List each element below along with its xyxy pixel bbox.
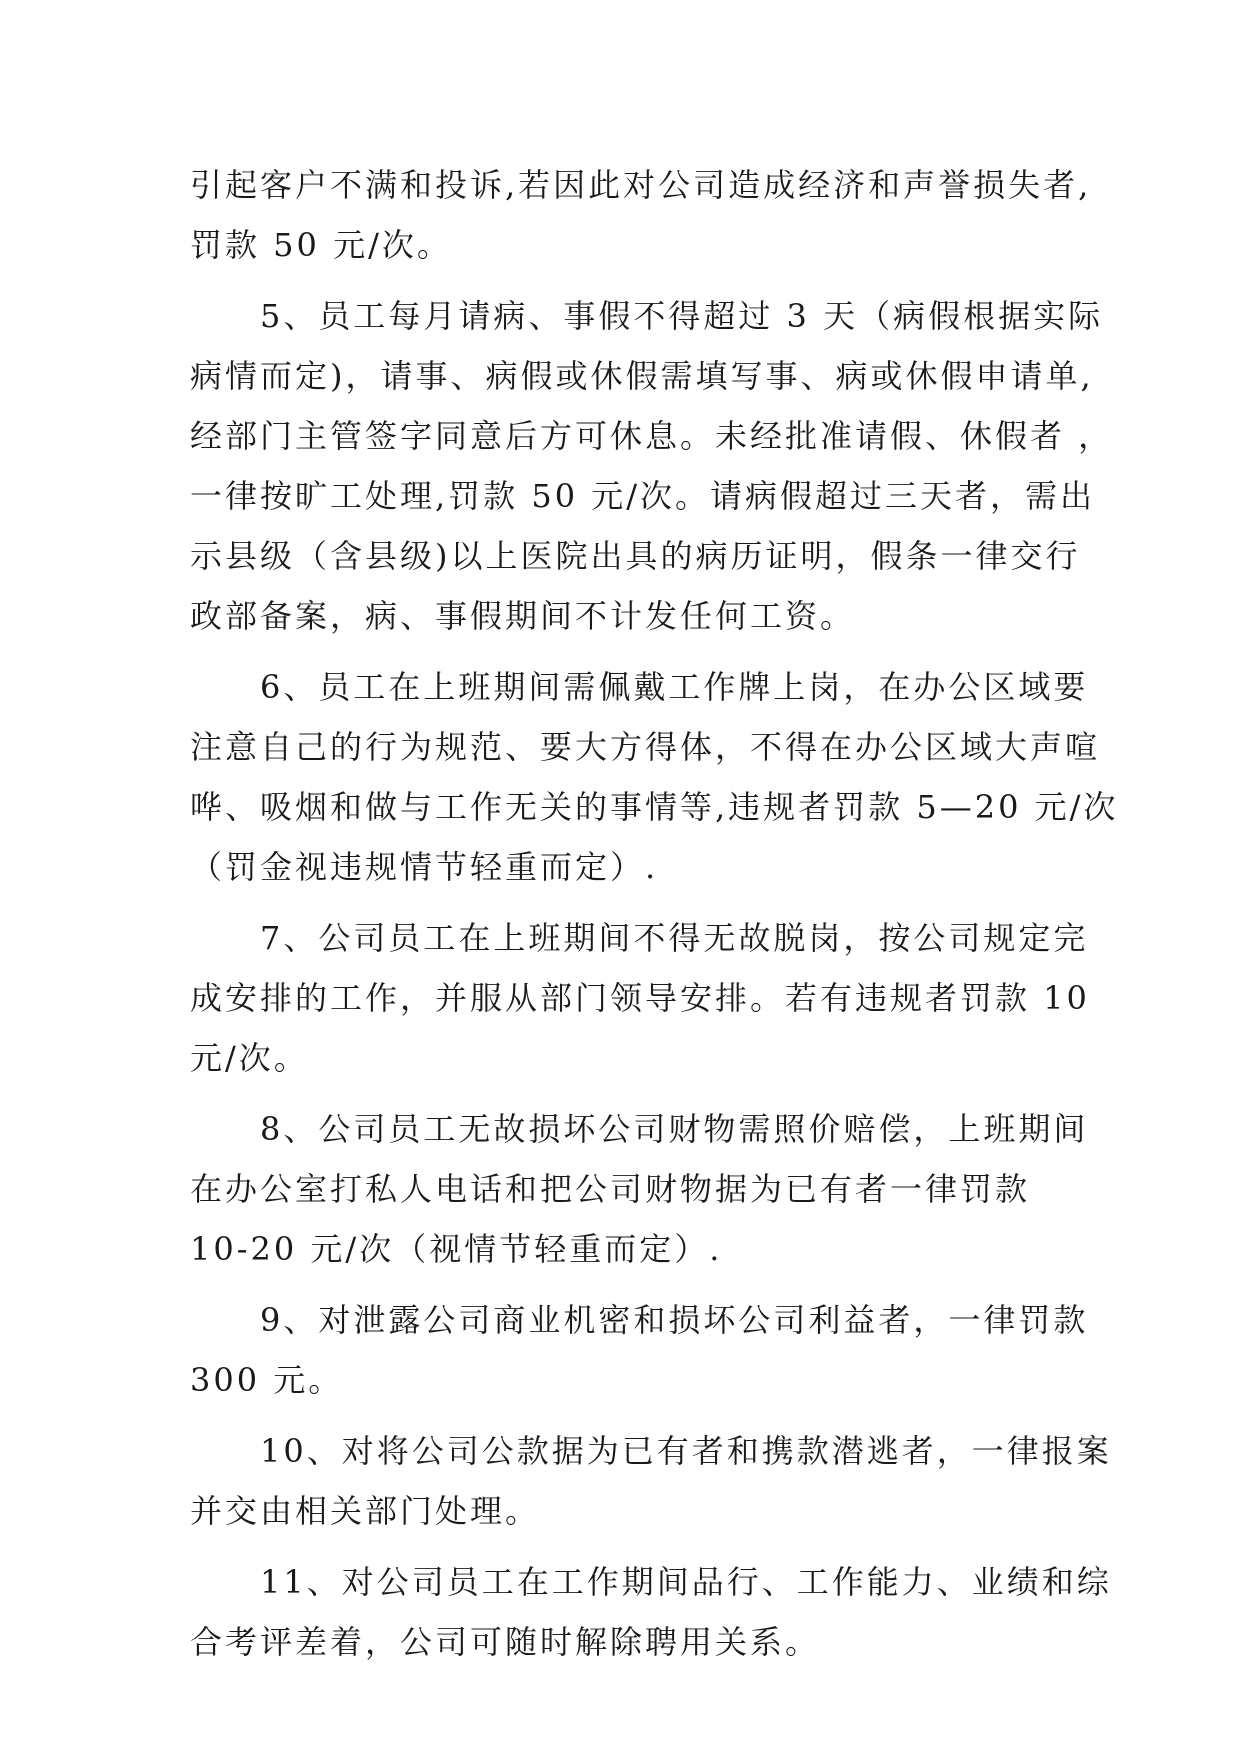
text-line: 示县级（含县级)以上医院出具的病历证明，假条一律交行 [190, 537, 1081, 575]
paragraph-6 [190, 657, 1119, 897]
paragraph-10 [190, 1421, 1112, 1541]
text-line: 经部门主管签字同意后方可休息。未经批准请假、休假者 ， [190, 417, 1114, 455]
text-line: 成安排的工作，并服从部门领导安排。若有违规者罚款 10 [190, 979, 1090, 1017]
text-line: （罚金视违规情节轻重而定）. [190, 848, 659, 886]
text-line: 元/次。 [190, 1039, 309, 1077]
document-body [190, 155, 1119, 1672]
text-line: 10、对将公司公款据为已有者和携款潜逃者，一律报案 [260, 1432, 1112, 1470]
text-line: 9、对泄露公司商业机密和损坏公司利益者，一律罚款 [260, 1301, 1089, 1339]
paragraph-4-continued [190, 155, 1090, 275]
text-line: 并交由相关部门处理。 [190, 1492, 541, 1530]
text-line: 合考评差着，公司可随时解除聘用关系。 [190, 1623, 821, 1661]
paragraph-5 [190, 286, 1114, 646]
text-line: 11、对公司员工在工作期间品行、工作能力、业绩和综 [260, 1563, 1112, 1601]
paragraph-9 [190, 1290, 1090, 1410]
text-line: 一律按旷工处理,罚款 50 元/次。请病假超过三天者，需出 [190, 477, 1096, 515]
text-line: 10-20 元/次（视情节轻重而定）. [190, 1230, 723, 1268]
text-line: 政部备案，病、事假期间不计发任何工资。 [190, 597, 856, 635]
text-line: 6、员工在上班期间需佩戴工作牌上岗，在办公区域要 [260, 668, 1089, 706]
paragraph-11 [190, 1552, 1112, 1672]
paragraph-8 [190, 1099, 1090, 1279]
text-line: 引起客户不满和投诉,若因此对公司造成经济和声誉损失者, [190, 166, 1092, 204]
text-line: 在办公室打私人电话和把公司财物据为已有者一律罚款 [190, 1170, 1031, 1208]
text-line: 病情而定)，请事、病假或休假需填写事、病或休假申请单, [190, 357, 1094, 395]
paragraph-7 [190, 908, 1090, 1088]
text-line: 300 元。 [190, 1361, 344, 1399]
text-line: 注意自己的行为规范、要大方得体，不得在办公区域大声喧 [190, 728, 1101, 766]
text-line: 罚款 50 元/次。 [190, 226, 452, 264]
text-line: 5、员工每月请病、事假不得超过 3 天（病假根据实际 [260, 297, 1104, 335]
text-line: 7、公司员工在上班期间不得无故脱岗，按公司规定完 [260, 919, 1089, 957]
text-line: 哗、吸烟和做与工作无关的事情等,违规者罚款 5—20 元/次 [190, 788, 1119, 826]
text-line: 8、公司员工无故损坏公司财物需照价赔偿，上班期间 [260, 1110, 1089, 1148]
